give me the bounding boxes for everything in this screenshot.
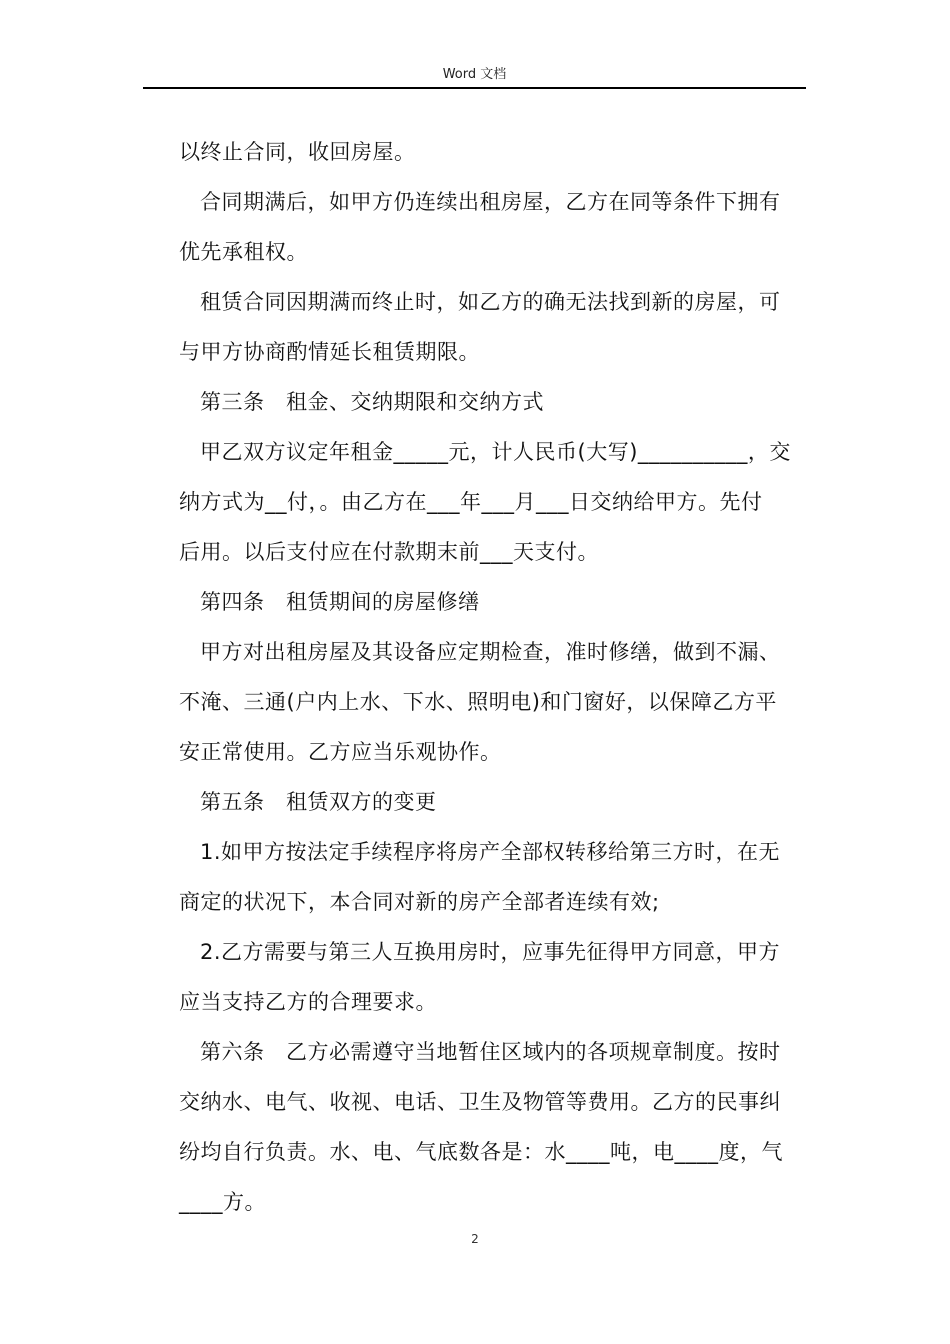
text-line: 应当支持乙方的合理要求。	[179, 990, 437, 1014]
document-body	[179, 127, 809, 1227]
text-line: 后用。以后支付应在付款期末前___天支付。	[179, 540, 599, 564]
header-rule	[143, 87, 806, 89]
text-line: 合同期满后，如甲方仍连续出租房屋，乙方在同等条件下拥有	[200, 190, 781, 214]
page-number: 2	[471, 1232, 479, 1246]
section-heading: 第五条 租赁双方的变更	[200, 790, 437, 814]
text-line: 不淹、三通(户内上水、下水、照明电)和门窗好，以保障乙方平	[179, 690, 777, 714]
text-line: ____方。	[179, 1190, 266, 1214]
text-line: 2.乙方需要与第三人互换用房时，应事先征得甲方同意，甲方	[200, 940, 781, 964]
section-heading: 第三条 租金、交纳期限和交纳方式	[200, 390, 544, 414]
section-heading: 第四条 租赁期间的房屋修缮	[200, 590, 480, 614]
text-line: 以终止合同，收回房屋。	[179, 140, 416, 164]
text-line: 纷均自行负责。水、电、气底数各是：水____吨，电____度，气	[179, 1140, 783, 1164]
text-line: 租赁合同因期满而终止时，如乙方的确无法找到新的房屋，可	[200, 290, 781, 314]
text-line: 甲方对出租房屋及其设备应定期检查，准时修缮，做到不漏、	[200, 640, 781, 664]
text-line: 甲乙双方议定年租金_____元，计人民币(大写)__________，交	[200, 440, 791, 464]
text-line: 1.如甲方按法定手续程序将房产全部权转移给第三方时，在无	[200, 840, 781, 864]
text-line: 纳方式为__付，。由乙方在___年___月___日交纳给甲方。先付	[179, 490, 763, 514]
text-line: 与甲方协商酌情延长租赁期限。	[179, 340, 480, 364]
text-line: 优先承租权。	[179, 240, 308, 264]
section-heading: 第六条 乙方必需遵守当地暂住区域内的各项规章制度。按时	[200, 1040, 781, 1064]
text-line: 交纳水、电气、收视、电话、卫生及物管等费用。乙方的民事纠	[179, 1090, 781, 1114]
page-header: Word 文档	[442, 67, 507, 82]
text-line: 商定的状况下，本合同对新的房产全部者连续有效;	[179, 890, 660, 914]
text-line: 安正常使用。乙方应当乐观协作。	[179, 740, 502, 764]
